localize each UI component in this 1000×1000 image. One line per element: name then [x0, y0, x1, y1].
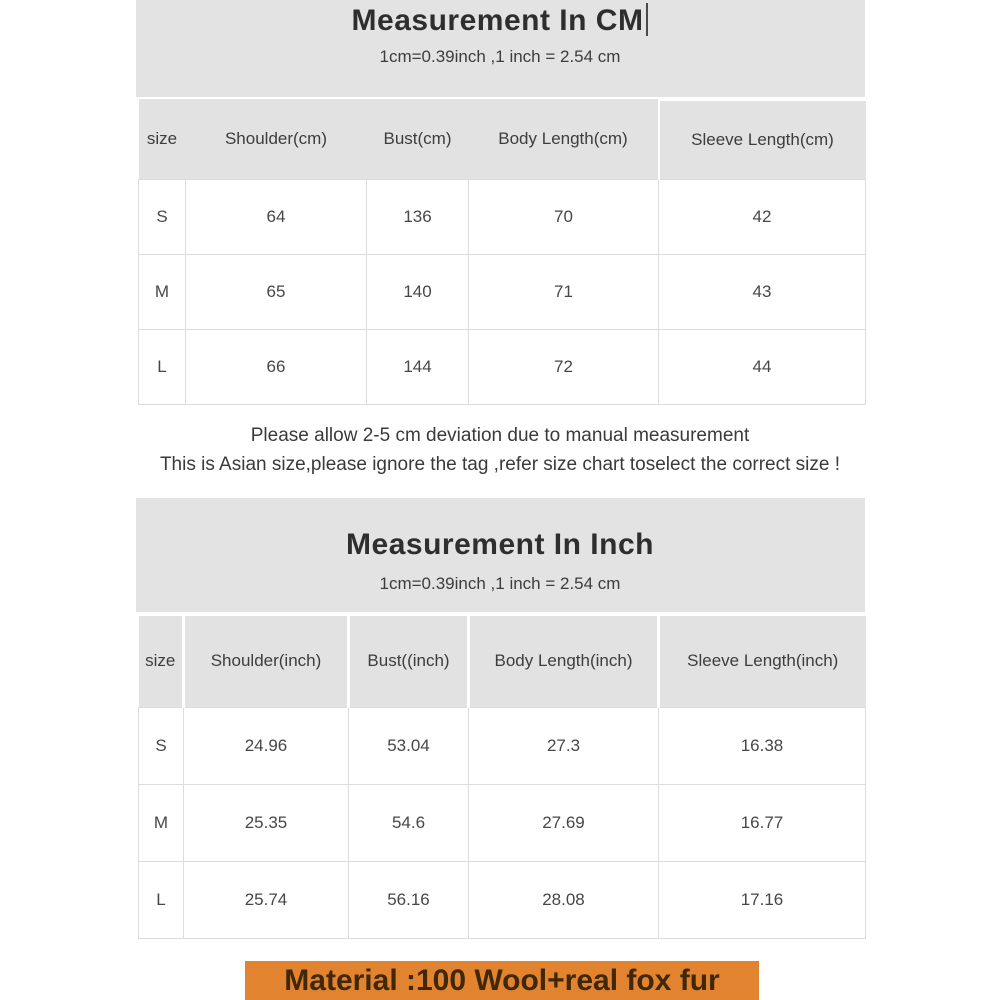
size-cell: L	[139, 861, 184, 938]
column-header-bust: Bust(cm)	[367, 99, 469, 179]
note-line-2: This is Asian size,please ignore the tag ,refer size chart toselect the correct size !	[159, 454, 841, 475]
inch-section-title: Measurement In Inch	[346, 528, 654, 561]
table-cell: 44	[659, 329, 866, 404]
table-row-s	[139, 179, 866, 254]
deviation-notes	[100, 421, 900, 479]
table-cell: 71	[469, 254, 659, 329]
table-cell: 66	[186, 329, 367, 404]
table-row-s	[139, 707, 866, 784]
table-cell: 25.74	[184, 861, 349, 938]
table-row-l	[139, 329, 866, 404]
table-cell: 27.3	[469, 707, 659, 784]
table-cell: 43	[659, 254, 866, 329]
table-cell: 136	[367, 179, 469, 254]
table-cell: 72	[469, 329, 659, 404]
table-cell: 17.16	[659, 861, 866, 938]
table-cell: 54.6	[349, 784, 469, 861]
table-cell: 27.69	[469, 784, 659, 861]
cm-table-header-row	[139, 99, 866, 179]
table-cell: 144	[367, 329, 469, 404]
table-row-m	[139, 784, 866, 861]
cm-measurement-table	[138, 97, 866, 405]
inch-measurement-table	[138, 612, 866, 939]
table-cell: 140	[367, 254, 469, 329]
cm-section-subtitle: 1cm=0.39inch ,1 inch = 2.54 cm	[379, 47, 621, 66]
column-header-body-length: Body Length(cm)	[469, 99, 659, 179]
text-cursor-icon	[646, 3, 648, 36]
inch-table-header-row	[139, 614, 866, 707]
table-row-l	[139, 861, 866, 938]
cm-title-text: Measurement In CM	[351, 4, 644, 37]
table-cell: 64	[186, 179, 367, 254]
inch-section-subtitle: 1cm=0.39inch ,1 inch = 2.54 cm	[379, 574, 621, 593]
table-cell: 25.35	[184, 784, 349, 861]
table-cell: 70	[469, 179, 659, 254]
column-header-shoulder: Shoulder(inch)	[184, 614, 349, 707]
column-header-size: size	[139, 99, 186, 179]
column-header-bust: Bust((inch)	[349, 614, 469, 707]
table-cell: 24.96	[184, 707, 349, 784]
table-cell: 28.08	[469, 861, 659, 938]
material-highlight-band	[245, 961, 759, 1000]
column-header-shoulder: Shoulder(cm)	[186, 99, 367, 179]
cm-section-title	[135, 0, 865, 42]
size-cell: S	[139, 707, 184, 784]
note-line-1: Please allow 2-5 cm deviation due to manual measurement	[250, 425, 750, 446]
size-cell: S	[139, 179, 186, 254]
table-cell: 65	[186, 254, 367, 329]
size-cell: L	[139, 329, 186, 404]
table-cell: 42	[659, 179, 866, 254]
size-cell: M	[139, 254, 186, 329]
table-cell: 16.77	[659, 784, 866, 861]
table-row-m	[139, 254, 866, 329]
table-cell: 53.04	[349, 707, 469, 784]
material-text: Material :100 Wool+real fox fur	[284, 963, 720, 997]
table-cell: 16.38	[659, 707, 866, 784]
column-header-body-length: Body Length(inch)	[469, 614, 659, 707]
table-cell: 56.16	[349, 861, 469, 938]
size-cell: M	[139, 784, 184, 861]
column-header-sleeve-length: Sleeve Length(cm)	[659, 99, 866, 179]
column-header-size: size	[139, 614, 184, 707]
column-header-sleeve-length: Sleeve Length(inch)	[659, 614, 866, 707]
